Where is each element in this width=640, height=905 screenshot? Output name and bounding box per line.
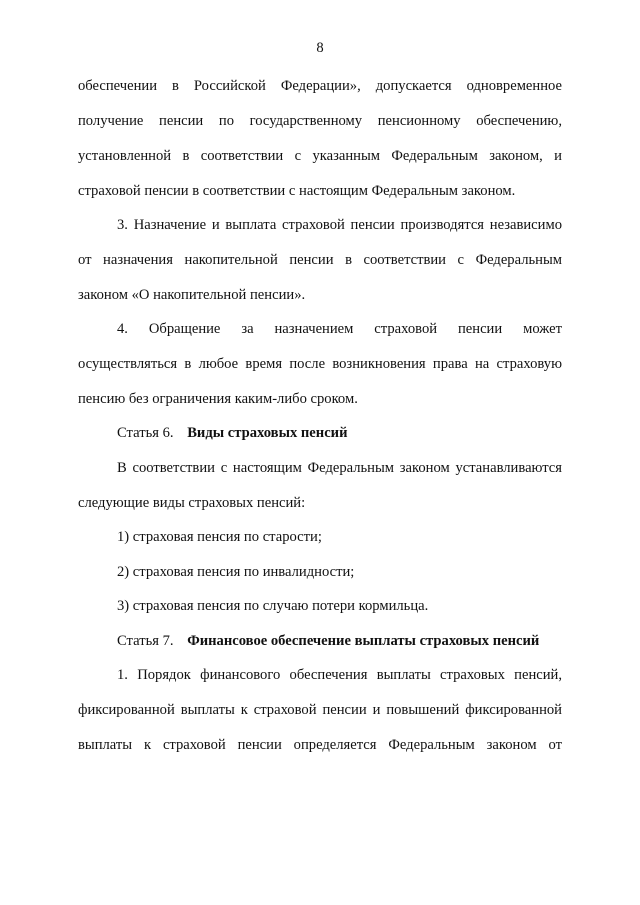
paragraph-line: обеспечении в Российской Федерации», допускается одновременное [78, 78, 562, 94]
list-item: 2) страховая пенсия по инвалидности; [117, 564, 355, 580]
paragraph-line: получение пенсии по государственному пенсионному обеспечению, [78, 113, 562, 129]
article-6-heading [117, 424, 348, 442]
paragraph-line: 3. Назначение и выплата страховой пенсии производятся независимо [117, 217, 562, 233]
paragraph-line: фиксированной выплаты к страховой пенсии и повышений фиксированной [78, 702, 562, 718]
paragraph-line: следующие виды страховых пенсий: [78, 495, 306, 511]
list-item: 3) страховая пенсия по случаю потери кормильца. [117, 598, 429, 614]
article-title: Виды страховых пенсий [187, 425, 348, 441]
page-number: 8 [316, 40, 324, 56]
paragraph-line: пенсию без ограничения каким-либо сроком. [78, 391, 358, 407]
paragraph-line: 4. Обращение за назначением страховой пенсии может [117, 321, 562, 337]
paragraph-line: от назначения накопительной пенсии в соответствии с Федеральным [78, 252, 562, 268]
paragraph-line: В соответствии с настоящим Федеральным законом устанавливаются [117, 460, 562, 476]
paragraph-line: 1. Порядок финансового обеспечения выплаты страховых пенсий, [117, 667, 562, 683]
paragraph-line: страховой пенсии в соответствии с настоящим Федеральным законом. [78, 183, 516, 199]
article-number: Статья 6. [117, 425, 174, 441]
paragraph-line: установленной в соответствии с указанным Федеральным законом, и [78, 148, 562, 164]
article-title: Финансовое обеспечение выплаты страховых пенсий [187, 633, 540, 649]
paragraph-line: выплаты к страховой пенсии определяется Федеральным законом от [78, 737, 562, 753]
article-number: Статья 7. [117, 633, 174, 649]
paragraph-line: осуществляться в любое время после возникновения права на страховую [78, 356, 562, 372]
list-item: 1) страховая пенсия по старости; [117, 529, 322, 545]
article-7-heading [117, 632, 539, 650]
paragraph-line: законом «О накопительной пенсии». [78, 287, 306, 303]
